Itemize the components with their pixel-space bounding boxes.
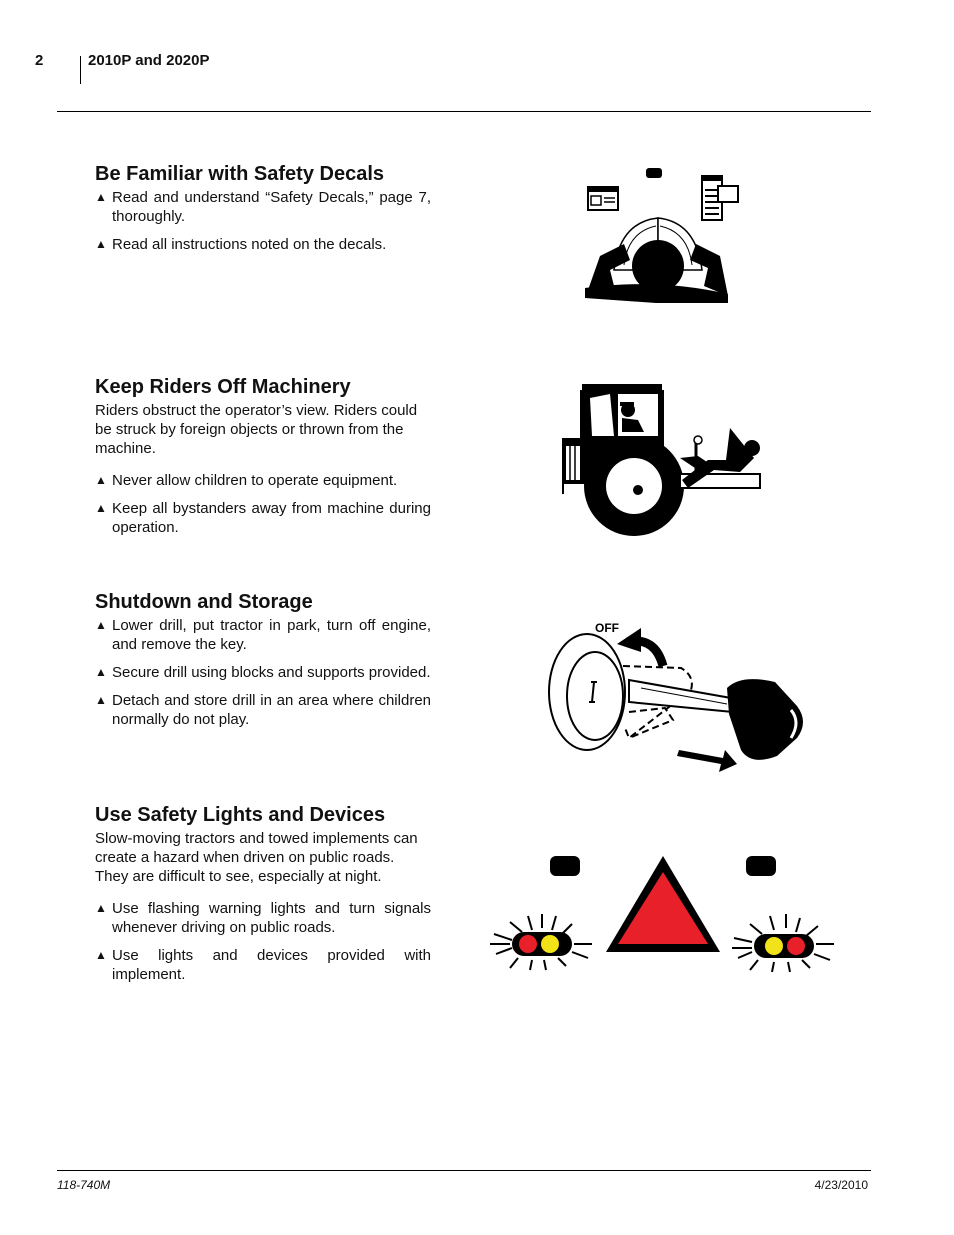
triangle-bullet-icon: ▲ xyxy=(95,190,107,204)
list-item: ▲ Never allow children to operate equipment. xyxy=(95,472,398,489)
ignition-key-illustration xyxy=(545,616,815,781)
list-item: ▲ Use flashing warning lights and turn signals whenever driving on public roads. xyxy=(95,900,431,936)
triangle-bullet-icon: ▲ xyxy=(95,948,107,962)
light-housing-right-icon xyxy=(746,856,776,876)
triangle-bullet-icon: ▲ xyxy=(95,693,107,707)
light-housing-left-icon xyxy=(550,856,580,876)
triangle-bullet-icon: ▲ xyxy=(95,665,107,679)
flashing-light-left-icon xyxy=(490,914,592,970)
list-item: ▲ Lower drill, put tractor in park, turn off engine, and remove the key. xyxy=(95,617,431,653)
flashing-light-right-icon xyxy=(732,914,834,972)
list-item: ▲ Read all instructions noted on the decals. xyxy=(95,236,387,253)
tractor-rider-illustration xyxy=(558,380,768,540)
document-date: 4/23/2010 xyxy=(814,1178,868,1192)
section-safety-lights xyxy=(95,803,431,993)
triangle-bullet-icon: ▲ xyxy=(95,501,107,515)
page-number: 2 xyxy=(35,52,44,69)
section-safety-decals xyxy=(95,162,431,263)
section-title: Shutdown and Storage xyxy=(95,591,313,613)
list-item: ▲ Detach and store drill in an area where children normally do not play. xyxy=(95,692,431,728)
section-intro: Riders obstruct the operator’s view. Riders could be struck by foreign objects or thrown from the machine. xyxy=(95,402,418,457)
model-title: 2010P and 2020P xyxy=(88,52,210,69)
section-title: Use Safety Lights and Devices xyxy=(95,804,386,826)
section-keep-riders-off xyxy=(95,375,431,546)
list-item: ▲ Secure drill using blocks and supports provided. xyxy=(95,664,431,681)
safety-lights-illustration xyxy=(488,852,840,972)
section-title: Be Familiar with Safety Decals xyxy=(95,163,385,185)
header-divider xyxy=(80,56,81,84)
section-shutdown-storage xyxy=(95,590,431,738)
bullet-list xyxy=(95,616,431,729)
list-item: ▲ Keep all bystanders away from machine during operation. xyxy=(95,500,431,536)
bullet-list xyxy=(95,188,431,254)
reading-manual-illustration xyxy=(580,160,750,310)
section-title: Keep Riders Off Machinery xyxy=(95,376,351,398)
footer-rule xyxy=(57,1170,871,1171)
triangle-bullet-icon: ▲ xyxy=(95,473,107,487)
off-label: OFF xyxy=(595,621,619,635)
list-item: ▲ Read and understand “Safety Decals,” page 7, thoroughly. xyxy=(95,189,431,225)
header-rule xyxy=(57,111,871,112)
triangle-bullet-icon: ▲ xyxy=(95,901,107,915)
triangle-bullet-icon: ▲ xyxy=(95,618,107,632)
bullet-list xyxy=(95,899,431,984)
list-item: ▲ Use lights and devices provided with implement. xyxy=(95,947,431,983)
triangle-bullet-icon: ▲ xyxy=(95,237,107,251)
section-intro: Slow-moving tractors and towed implements can create a hazard when driven on public roads. They are difficult to see, especially at night. xyxy=(95,830,418,885)
bullet-list xyxy=(95,471,431,537)
document-number: 118-740M xyxy=(57,1178,111,1192)
